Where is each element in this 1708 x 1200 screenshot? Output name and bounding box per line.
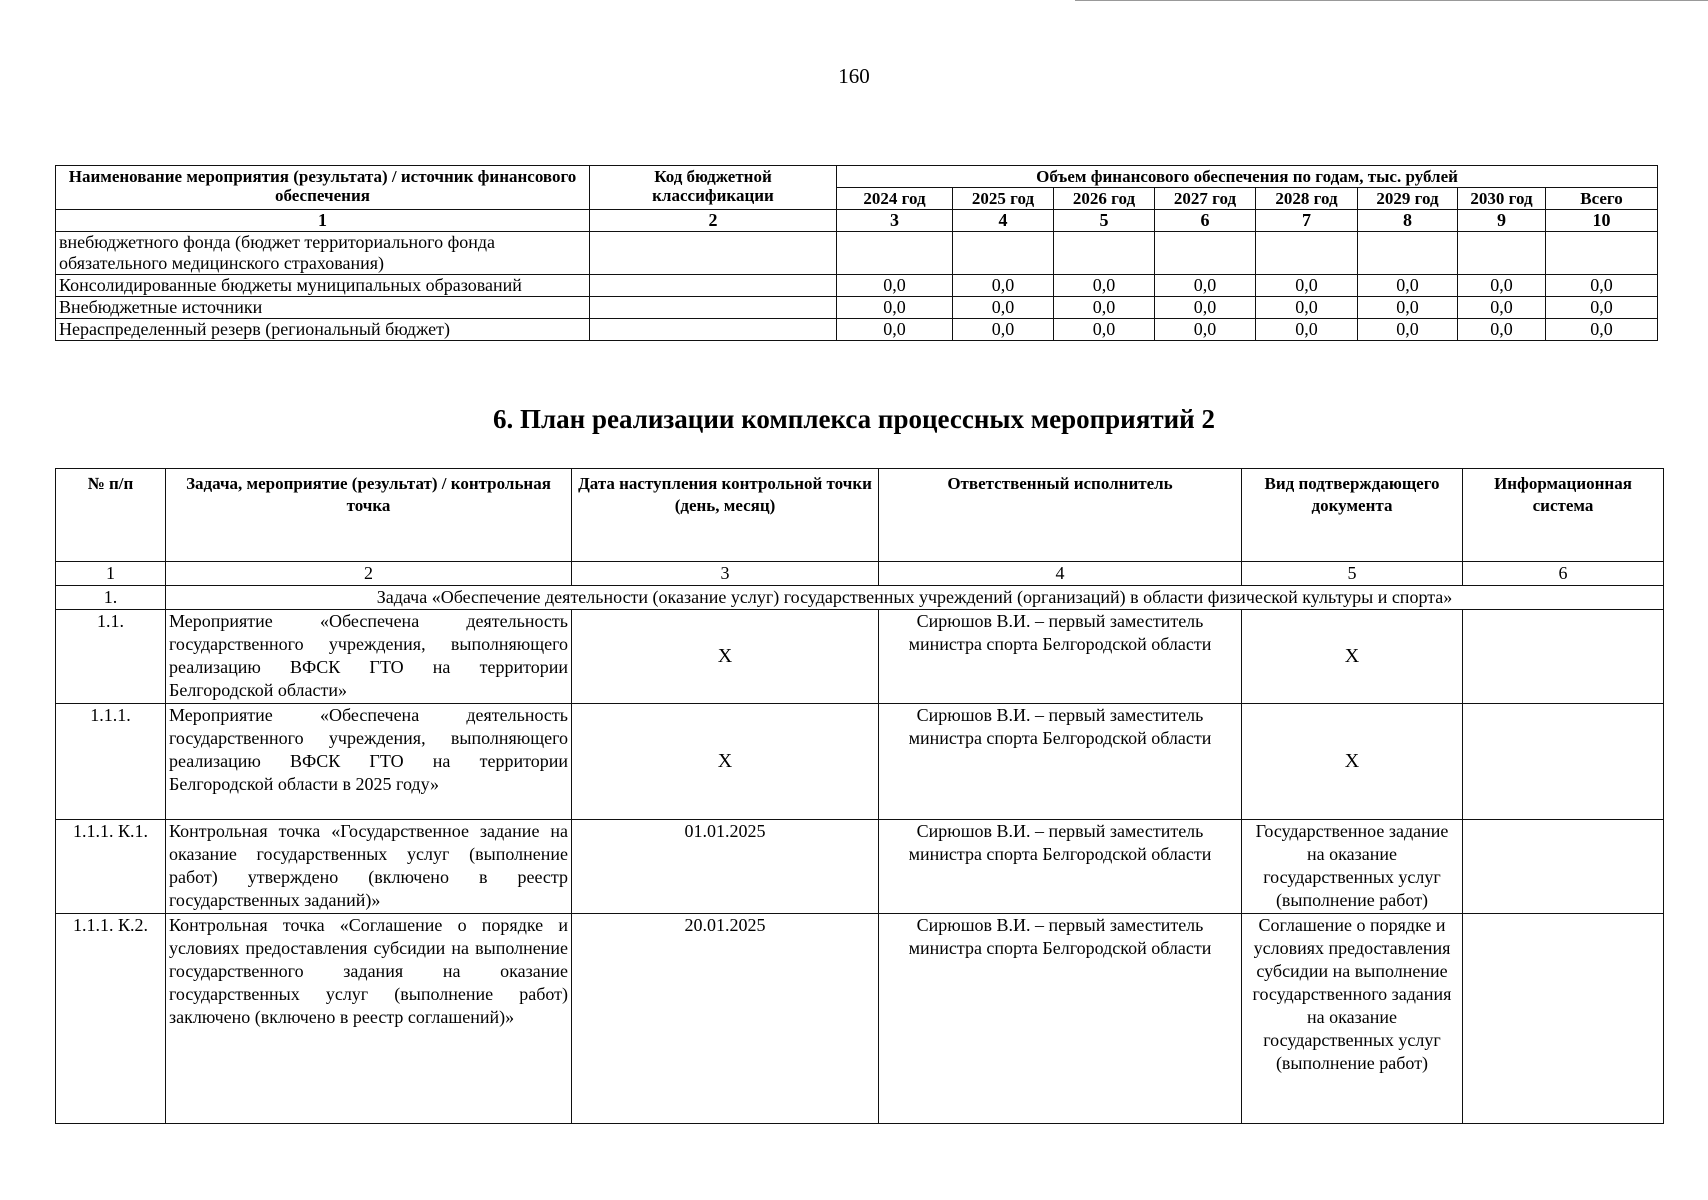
plan-table (55, 468, 1664, 1124)
plan-column-numbers (56, 562, 1664, 586)
finance-value: 0,0 (1458, 297, 1546, 319)
plan-row-date: X (572, 704, 879, 820)
plan-row (56, 820, 1664, 914)
column-number: 3 (837, 210, 953, 232)
finance-value: 0,0 (1054, 275, 1155, 297)
finance-row-name: Нераспределенный резерв (региональный бюджет) (56, 319, 590, 341)
finance-value: 0,0 (1458, 319, 1546, 341)
finance-value: 0,0 (1458, 275, 1546, 297)
finance-value: 0,0 (1256, 275, 1358, 297)
finance-row-name: внебюджетного фонда (бюджет территориального фонда обязательного медицинского страхования) (56, 232, 590, 275)
finance-row (56, 275, 1658, 297)
task-number: 1. (56, 586, 166, 610)
finance-value: 0,0 (1155, 297, 1256, 319)
finance-value: 0,0 (1054, 297, 1155, 319)
plan-row-text: Контрольная точка «Государственное задание на оказание государственных услуг (выполнение работ) утверждено (включено в реестр государственных заданий)» (166, 820, 572, 914)
plan-row-responsible: Сирюшов В.И. – первый заместитель министра спорта Белгородской области (879, 914, 1242, 1124)
finance-value (1358, 232, 1458, 275)
finance-column-numbers (56, 210, 1658, 232)
column-number: 4 (953, 210, 1054, 232)
column-number: 9 (1458, 210, 1546, 232)
plan-row-responsible: Сирюшов В.И. – первый заместитель министра спорта Белгородской области (879, 704, 1242, 820)
task-text: Задача «Обеспечение деятельности (оказание услуг) государственных учреждений (организаций) в области физической культуры и спорта» (166, 586, 1664, 610)
plan-header-date: Дата наступления контрольной точки (день, месяц) (572, 469, 879, 562)
page-number: 160 (838, 64, 870, 88)
plan-row-number: 1.1.1. К.1. (56, 820, 166, 914)
plan-row-number: 1.1.1. К.2. (56, 914, 166, 1124)
finance-value: 0,0 (953, 275, 1054, 297)
finance-header-year: 2026 год (1054, 188, 1155, 210)
finance-value: 0,0 (1358, 275, 1458, 297)
finance-row-name: Внебюджетные источники (56, 297, 590, 319)
top-rule (1075, 0, 1708, 1)
finance-value: 0,0 (837, 275, 953, 297)
plan-task-row (56, 586, 1664, 610)
finance-value (953, 232, 1054, 275)
column-number: 2 (166, 562, 572, 586)
plan-row-date: 01.01.2025 (572, 820, 879, 914)
column-number: 5 (1054, 210, 1155, 232)
finance-header-total: Всего (1546, 188, 1658, 210)
plan-row-doc: X (1242, 704, 1463, 820)
finance-table (55, 165, 1658, 341)
plan-row-system (1463, 704, 1664, 820)
plan-row-system (1463, 914, 1664, 1124)
finance-value: 0,0 (1358, 297, 1458, 319)
finance-row (56, 319, 1658, 341)
plan-row (56, 914, 1664, 1124)
column-number: 6 (1155, 210, 1256, 232)
finance-value (1458, 232, 1546, 275)
finance-header-year: 2028 год (1256, 188, 1358, 210)
finance-header-year: 2030 год (1458, 188, 1546, 210)
column-number: 10 (1546, 210, 1658, 232)
finance-value: 0,0 (1256, 297, 1358, 319)
finance-value: 0,0 (1155, 275, 1256, 297)
column-number: 8 (1358, 210, 1458, 232)
plan-header-doc: Вид подтверждающего документа (1242, 469, 1463, 562)
finance-value: 0,0 (837, 319, 953, 341)
column-number: 7 (1256, 210, 1358, 232)
plan-row (56, 704, 1664, 820)
finance-value (1155, 232, 1256, 275)
finance-row (56, 232, 1658, 275)
plan-row-system (1463, 820, 1664, 914)
plan-header-responsible: Ответственный исполнитель (879, 469, 1242, 562)
plan-row-responsible: Сирюшов В.И. – первый заместитель министра спорта Белгородской области (879, 820, 1242, 914)
plan-row-date: 20.01.2025 (572, 914, 879, 1124)
finance-value (1546, 232, 1658, 275)
column-number: 4 (879, 562, 1242, 586)
finance-value (837, 232, 953, 275)
finance-header-year: 2024 год (837, 188, 953, 210)
finance-value: 0,0 (1054, 319, 1155, 341)
finance-header-year: 2029 год (1358, 188, 1458, 210)
column-number: 5 (1242, 562, 1463, 586)
column-number: 1 (56, 210, 590, 232)
finance-value: 0,0 (1546, 275, 1658, 297)
finance-row-code (590, 275, 837, 297)
plan-row-date: X (572, 610, 879, 704)
finance-value: 0,0 (1256, 319, 1358, 341)
finance-value: 0,0 (1546, 297, 1658, 319)
finance-row-code (590, 297, 837, 319)
plan-row-text: Контрольная точка «Соглашение о порядке и условиях предоставления субсидии на выполнение государственного задания на оказание государственных услуг (выполнение работ) заключено (включено в реестр соглашений)» (166, 914, 572, 1124)
plan-row (56, 610, 1664, 704)
plan-row-number: 1.1.1. (56, 704, 166, 820)
finance-header-name: Наименование мероприятия (результата) / источник финансового обеспечения (56, 166, 590, 210)
column-number: 2 (590, 210, 837, 232)
plan-row-doc: X (1242, 610, 1463, 704)
plan-row-text: Мероприятие «Обеспечена деятельность государственного учреждения, выполняющего реализацию ВФСК ГТО на территории Белгородской области» (166, 610, 572, 704)
finance-row (56, 297, 1658, 319)
finance-header-year: 2027 год (1155, 188, 1256, 210)
plan-row-responsible: Сирюшов В.И. – первый заместитель министра спорта Белгородской области (879, 610, 1242, 704)
section-title: 6. План реализации комплекса процессных мероприятий 2 (493, 404, 1215, 434)
finance-value: 0,0 (953, 297, 1054, 319)
column-number: 3 (572, 562, 879, 586)
plan-row-number: 1.1. (56, 610, 166, 704)
finance-value: 0,0 (953, 319, 1054, 341)
plan-header-task: Задача, мероприятие (результат) / контрольная точка (166, 469, 572, 562)
finance-header-volume: Объем финансового обеспечения по годам, тыс. рублей (837, 166, 1658, 188)
column-number: 1 (56, 562, 166, 586)
finance-value: 0,0 (1546, 319, 1658, 341)
plan-header-num: № п/п (56, 469, 166, 562)
finance-row-code (590, 319, 837, 341)
plan-header-system: Информационная система (1463, 469, 1664, 562)
plan-row-text: Мероприятие «Обеспечена деятельность государственного учреждения, выполняющего реализацию ВФСК ГТО на территории Белгородской области в 2025 году» (166, 704, 572, 820)
plan-row-doc: Государственное задание на оказание государственных услуг (выполнение работ) (1242, 820, 1463, 914)
plan-row-doc: Соглашение о порядке и условиях предоставления субсидии на выполнение государственного задания на оказание государственных услуг (выполнение работ) (1242, 914, 1463, 1124)
column-number: 6 (1463, 562, 1664, 586)
finance-value: 0,0 (1358, 319, 1458, 341)
finance-value (1054, 232, 1155, 275)
finance-value: 0,0 (1155, 319, 1256, 341)
finance-header-code: Код бюджетной классификации (590, 166, 837, 210)
finance-row-name: Консолидированные бюджеты муниципальных образований (56, 275, 590, 297)
finance-value (1256, 232, 1358, 275)
plan-row-system (1463, 610, 1664, 704)
finance-value: 0,0 (837, 297, 953, 319)
finance-row-code (590, 232, 837, 275)
finance-header-year: 2025 год (953, 188, 1054, 210)
